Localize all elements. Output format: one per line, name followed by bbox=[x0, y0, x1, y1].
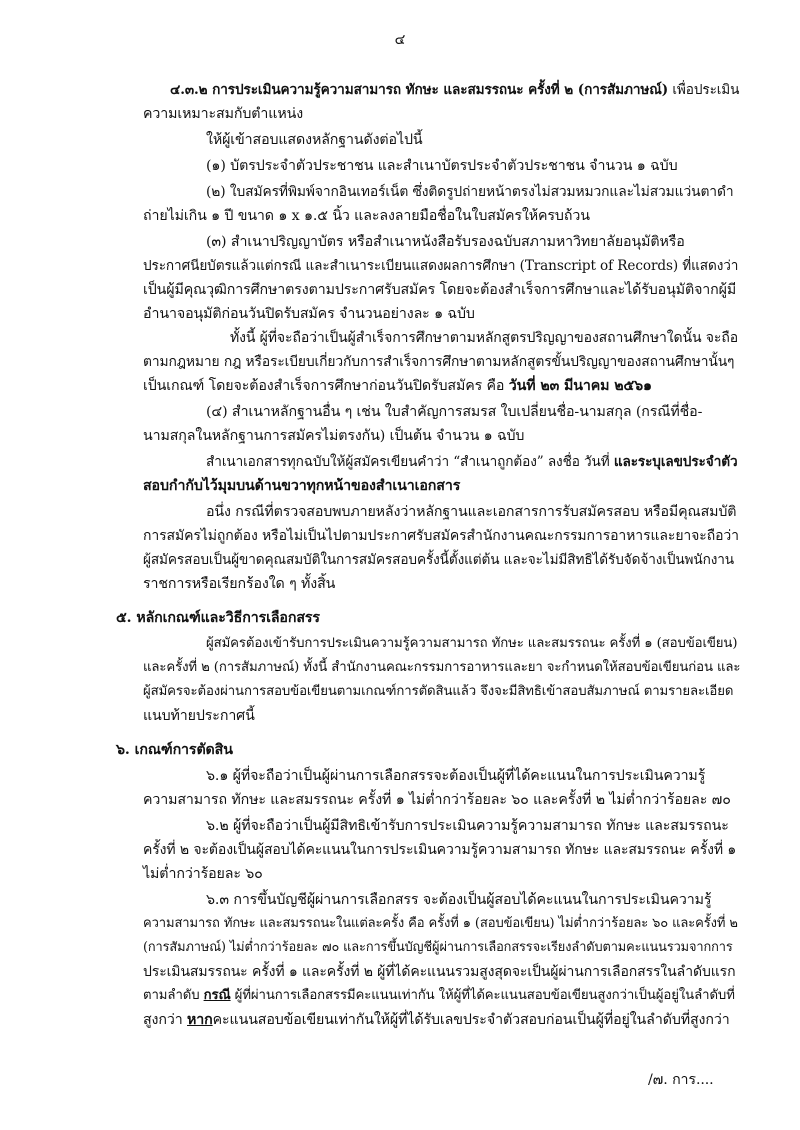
evidence-item-1: (๑) บัตรประจำตัวประชาชน และสำเนาบัตรประจำตัวประชาชน จำนวน ๑ ฉบับ bbox=[206, 158, 678, 174]
criteria-6-3-line5-a: ตามลำดับ bbox=[143, 988, 204, 1003]
evidence-item-3-line3: เป็นผู้มีคุณวุฒิการศึกษาตรงตามประกาศรับสมัคร โดยจะต้องสำเร็จการศึกษาและได้รับอนุมัติจากผู้มี bbox=[143, 282, 737, 298]
warning-line1: อนึ่ง กรณีที่ตรวจสอบพบภายหลังว่าหลักฐานและเอกสารการรับสมัครสอบ หรือมีคุณสมบัติ bbox=[206, 504, 737, 520]
criteria-6-3-line1: ๖.๓ การขึ้นบัญชีผู้ผ่านการเลือกสรร จะต้องเป็นผู้สอบได้คะแนนในการประเมินความรู้ bbox=[206, 892, 712, 908]
evidence-item-4-line2: นามสกุลในหลักฐานการสมัครไม่ตรงกัน) เป็นต้น จำนวน ๑ ฉบับ bbox=[143, 428, 525, 444]
criteria-6-2-line2: ครั้งที่ ๒ จะต้องเป็นผู้สอบได้คะแนนในการประเมินความรู้ความสามารถ ทักษะ และสมรรถนะ ครั้งที่ ๑ bbox=[143, 842, 737, 858]
evidence-item-2-line1: (๒) ใบสมัครที่พิมพ์จากอินเทอร์เน็ต ซึ่งติดรูปถ่ายหน้าตรงไม่สวมหมวกและไม่สวมแว่นตาดำ bbox=[206, 184, 734, 200]
section-5-line2: และครั้งที่ ๒ (การสัมภาษณ์) ทั้งนี้ สำนักงานคณะกรรมการอาหารและยา จะกำหนดให้สอบข้อเขียนก่อน และ bbox=[143, 660, 741, 675]
next-page-marker: /๗. การ.... bbox=[648, 1072, 714, 1088]
certify-line1-bold: และระบุเลขประจำตัว bbox=[613, 454, 738, 470]
criteria-6-3-case-word: กรณี bbox=[203, 988, 231, 1003]
criteria-6-3-line4: ประเมินสมรรถนะ ครั้งที่ ๑ และครั้งที่ ๒ ผู้ที่ได้คะแนนรวมสูงสุดจะเป็นผู้ผ่านการเลือกสรรในลำดับแรก bbox=[143, 964, 736, 980]
criteria-6-3-line6 bbox=[143, 1010, 730, 1030]
certify-line1-text: สำเนาเอกสารทุกฉบับให้ผู้สมัครเขียนคำว่า “สำเนาถูกต้อง” ลงชื่อ วันที่ bbox=[206, 454, 614, 470]
section-5-line3: ผู้สมัครจะต้องผ่านการสอบข้อเขียนตามเกณฑ์การตัดสินแล้ว จึงจะมีสิทธิเข้าสอบสัมภาษณ์ ตามรายละเอียด bbox=[143, 684, 734, 699]
criteria-6-1-line1: ๖.๑ ผู้ที่จะถือว่าเป็นผู้ผ่านการเลือกสรรจะต้องเป็นผู้ที่ได้คะแนนในการประเมินความรู้ bbox=[206, 768, 706, 784]
criteria-6-3-line6-b: คะแนนสอบข้อเขียนเท่ากันให้ผู้ที่ได้รับเลขประจำตัวสอบก่อนเป็นผู้ที่อยู่ในลำดับที่สูงกว่า bbox=[212, 1012, 730, 1028]
section-5-line4: แนบท้ายประกาศนี้ bbox=[143, 708, 255, 724]
criteria-6-2-line1: ๖.๒ ผู้ที่จะถือว่าเป็นผู้มีสิทธิเข้ารับการประเมินความรู้ความสามารถ ทักษะ และสมรรถนะ bbox=[206, 818, 729, 834]
evidence-item-3-line2: ประกาศนียบัตรแล้วแต่กรณี และสำเนาระเบียนแสดงผลการศึกษา (Transcript of Records) ที่แสดงว่า bbox=[143, 258, 739, 274]
warning-line3: ผู้สมัครสอบเป็นผู้ขาดคุณสมบัติในการสมัครสอบครั้งนี้ตั้งแต่ต้น และจะไม่มีสิทธิได้รับจัดจ้างเป็นพนักงาน bbox=[143, 552, 734, 568]
criteria-6-3-line2: ความสามารถ ทักษะ และสมรรถนะในแต่ละครั้ง คือ ครั้งที่ ๑ (สอบข้อเขียน) ไม่ต่ำกว่าร้อยละ ๖๐ และครั้งที่ ๒ bbox=[143, 916, 738, 931]
evidence-item-2-line2: ถ่ายไม่เกิน ๑ ปี ขนาด ๑ x ๑.๕ นิ้ว และลงลายมือชื่อในใบสมัครให้ครบถ้วน bbox=[143, 208, 590, 224]
criteria-6-3-line3: (การสัมภาษณ์) ไม่ต่ำกว่าร้อยละ ๗๐ และการขึ้นบัญชีผู้ผ่านการเลือกสรรจะเรียงลำดับตามคะแนนรวมจากการ bbox=[143, 940, 733, 955]
criteria-6-1-line2: ความสามารถ ทักษะ และสมรรถนะ ครั้งที่ ๑ ไม่ต่ำกว่าร้อยละ ๖๐ และครั้งที่ ๒ ไม่ต่ำกว่าร้อยละ ๗๐ bbox=[143, 792, 731, 808]
evidence-item-4-line1: (๔) สำเนาหลักฐานอื่น ๆ เช่น ใบสำคัญการสมรส ใบเปลี่ยนชื่อ-นามสกุล (กรณีที่ชื่อ- bbox=[206, 404, 703, 420]
graduation-note-line1: ทั้งนี้ ผู้ที่จะถือว่าเป็นผู้สำเร็จการศึกษาตามหลักสูตรปริญญาของสถานศึกษาใดนั้น จะถือ bbox=[230, 330, 739, 346]
page-number: ๔ bbox=[394, 32, 406, 48]
section-4-3-2-line2: ความเหมาะสมกับตำแหน่ง bbox=[143, 106, 304, 122]
section-4-3-2-title-tail: เพื่อประเมิน bbox=[668, 82, 740, 98]
criteria-6-3-line5-b: ผู้ที่ผ่านการเลือกสรรมีคะแนนเท่ากัน ให้ผู้ที่ได้คะแนนสอบข้อเขียนสูงกว่าเป็นผู้อยู่ในลำดับที่ bbox=[230, 988, 735, 1003]
evidence-intro: ให้ผู้เข้าสอบแสดงหลักฐานดังต่อไปนี้ bbox=[206, 132, 423, 148]
criteria-6-3-if-word: หาก bbox=[187, 1012, 213, 1028]
graduation-note-line2: ตามกฎหมาย กฎ หรือระเบียบเกี่ยวกับการสำเร็จการศึกษาตามหลักสูตรขั้นปริญญาของสถานศึกษานั้นๆ bbox=[143, 354, 735, 370]
certify-line1 bbox=[206, 452, 738, 472]
section-4-3-2-title bbox=[170, 80, 739, 100]
closing-date: วันที่ ๒๓ มีนาคม ๒๕๖๑ bbox=[508, 378, 652, 394]
section-6-heading: ๖. เกณฑ์การตัดสิน bbox=[116, 742, 233, 758]
graduation-note-line3 bbox=[143, 376, 652, 396]
criteria-6-2-line3: ไม่ต่ำกว่าร้อยละ ๖๐ bbox=[143, 866, 263, 882]
section-5-line1: ผู้สมัครต้องเข้ารับการประเมินความรู้ความสามารถ ทักษะ และสมรรถนะ ครั้งที่ ๑ (สอบข้อเขียน) bbox=[206, 636, 738, 651]
criteria-6-3-line6-a: สูงกว่า bbox=[143, 1012, 188, 1028]
criteria-6-3-line5 bbox=[143, 986, 735, 1006]
section-5-heading: ๕. หลักเกณฑ์และวิธีการเลือกสรร bbox=[116, 610, 320, 626]
section-4-3-2-title-bold: ๔.๓.๒ การประเมินความรู้ความสามารถ ทักษะ และสมรรถนะ ครั้งที่ ๒ (การสัมภาษณ์) bbox=[170, 82, 669, 98]
evidence-item-3-line1: (๓) สำเนาปริญญาบัตร หรือสำเนาหนังสือรับรองฉบับสภามหาวิทยาลัยอนุมัติหรือ bbox=[206, 234, 685, 250]
warning-line2: การสมัครไม่ถูกต้อง หรือไม่เป็นไปตามประกาศรับสมัครสำนักงานคณะกรรมการอาหารและยาจะถือว่า bbox=[143, 528, 739, 544]
evidence-item-3-line4: อำนาจอนุมัติก่อนวันปิดรับสมัคร จำนวนอย่างละ ๑ ฉบับ bbox=[143, 306, 475, 322]
graduation-note-line3-text: เป็นเกณฑ์ โดยจะต้องสำเร็จการศึกษาก่อนวันปิดรับสมัคร คือ bbox=[143, 378, 509, 394]
warning-line4: ราชการหรือเรียกร้องใด ๆ ทั้งสิ้น bbox=[143, 576, 336, 592]
certify-line2: สอบกำกับไว้มุมบนด้านขวาทุกหน้าของสำเนาเอกสาร bbox=[143, 478, 461, 494]
